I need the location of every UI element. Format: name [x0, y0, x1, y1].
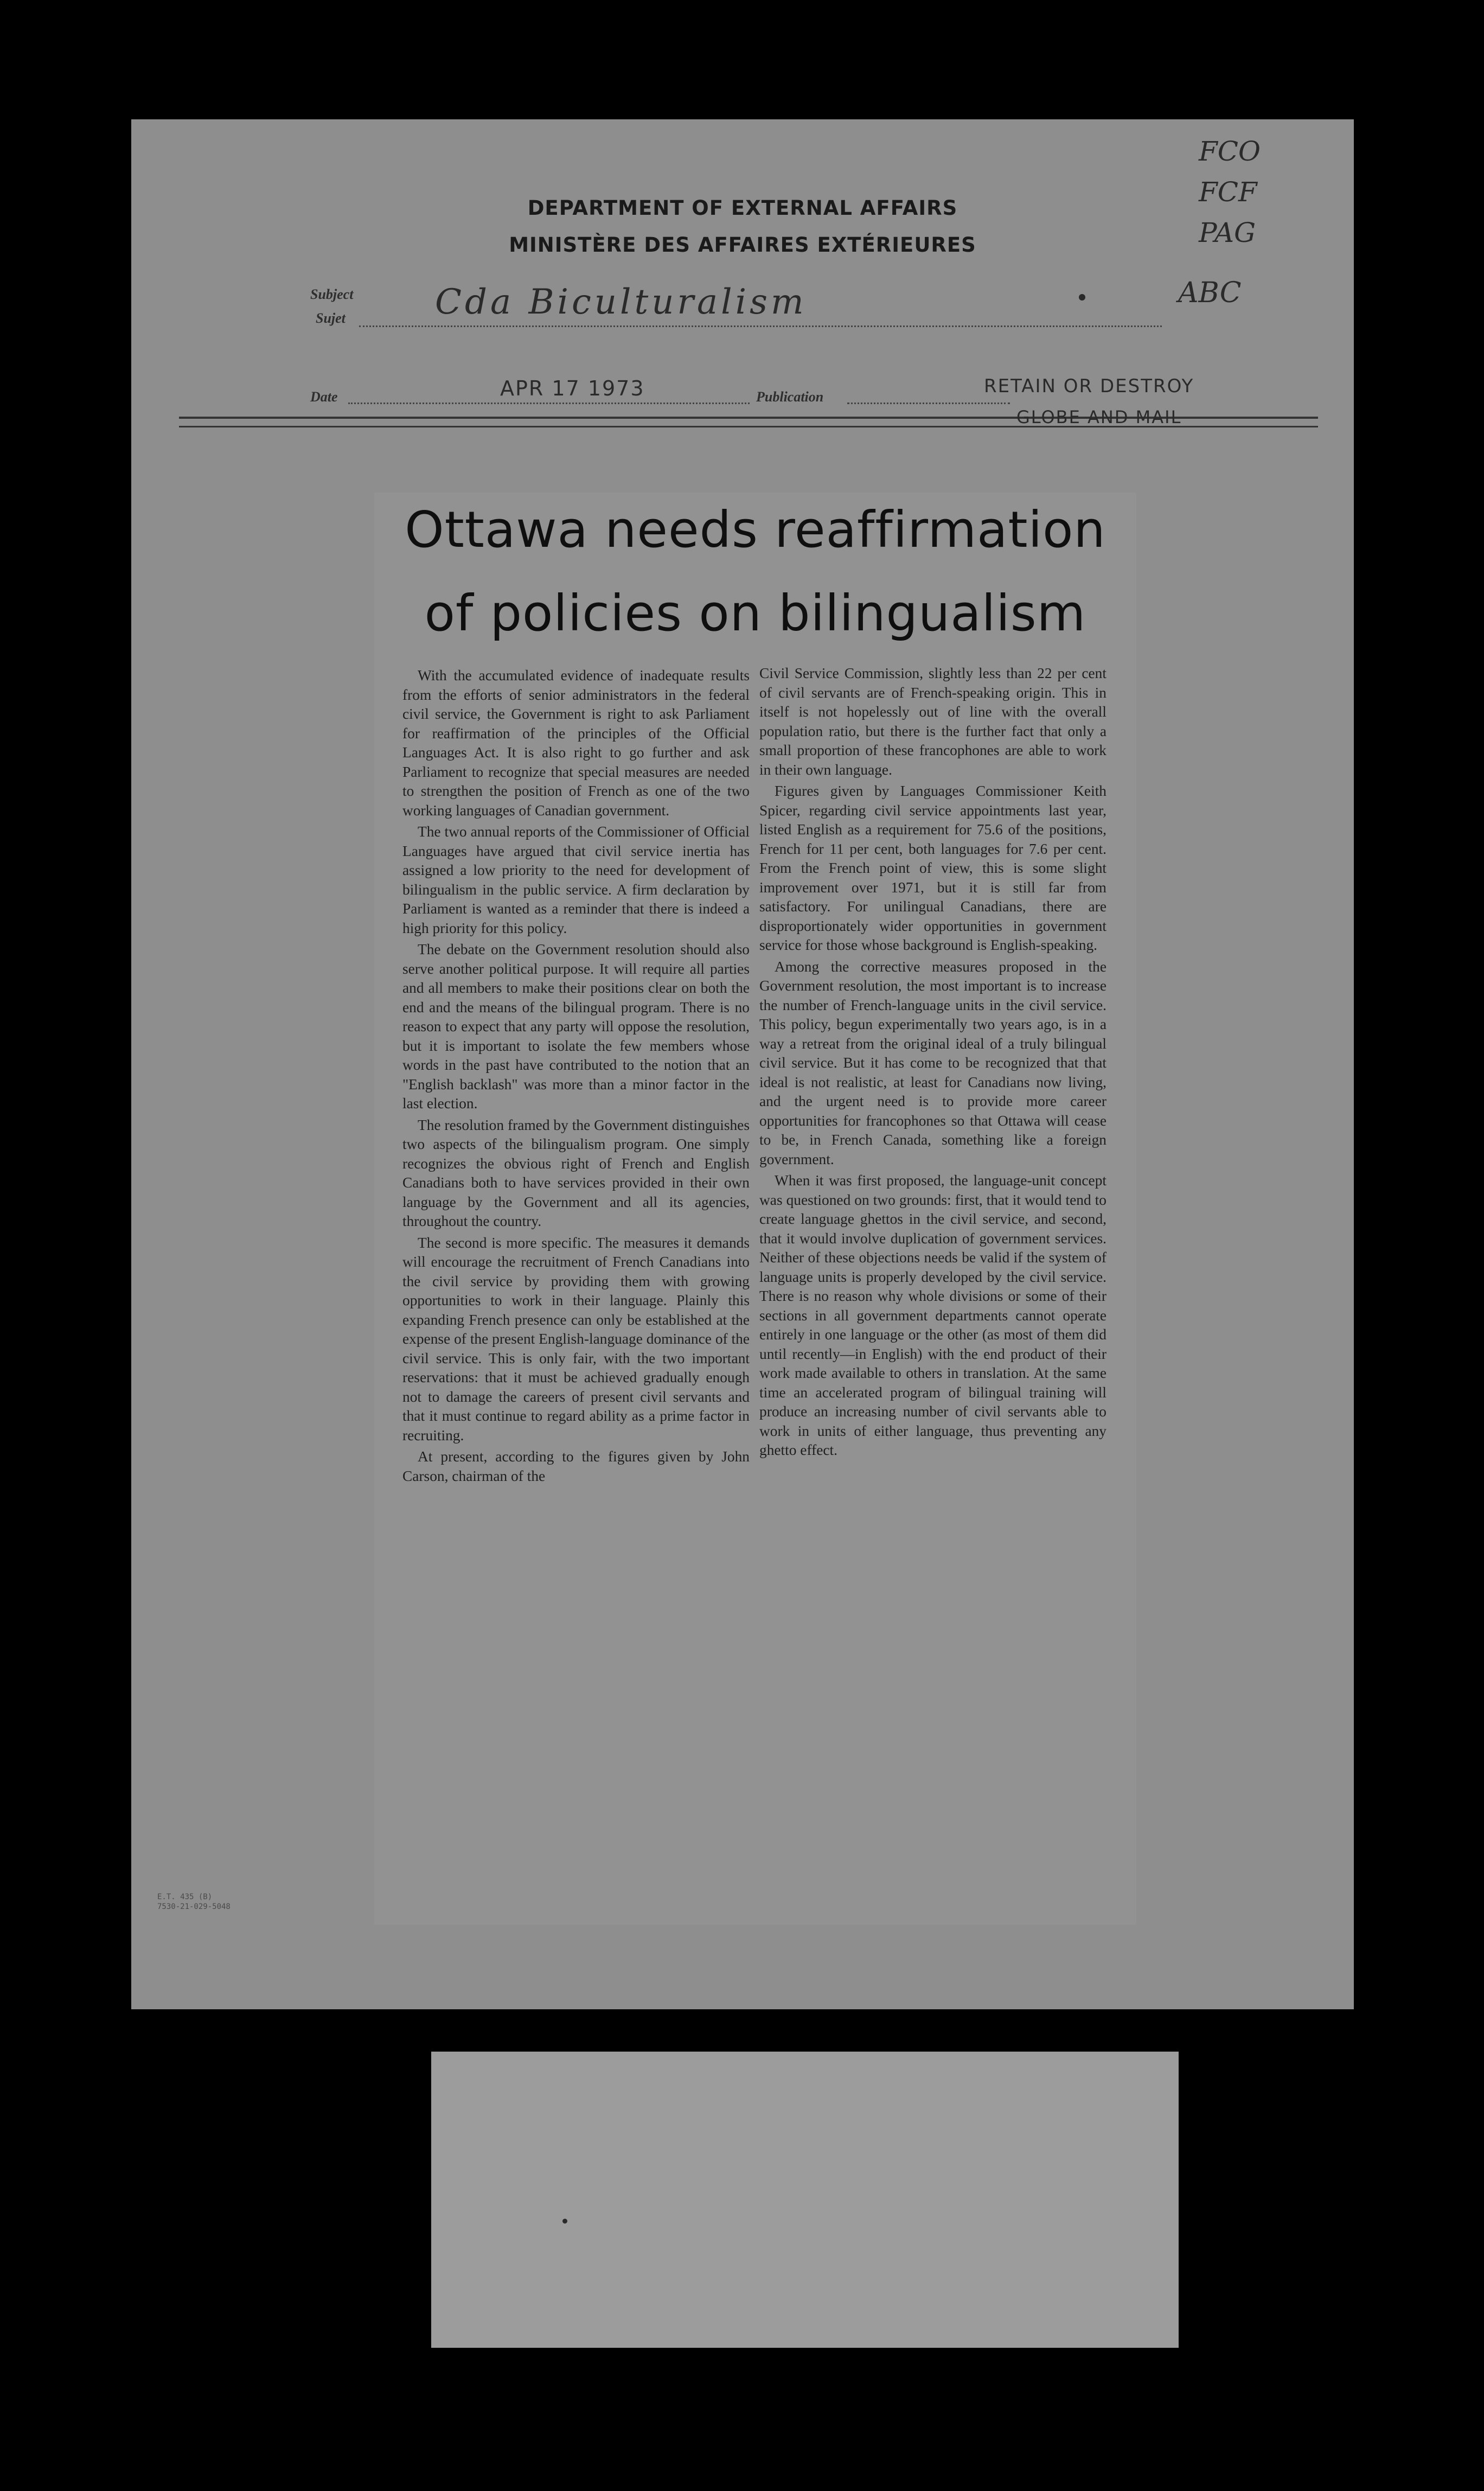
- article-paragraph: The resolution framed by the Government distinguishes two aspects of the bilingualism program. One simply recognizes the obvious right of French and English Canadians both to have services provided in their own language by the Government and all its agencies, throughout the country.: [402, 1116, 750, 1229]
- subject-label-en: Subject: [310, 286, 354, 302]
- article-paragraph: The two annual reports of the Commissioner of Official Languages have argued that civil service inertia has assigned a low priority to the need for development of bilingualism in the public service. A firm declaration by Parliament is wanted as a reminder that there is indeed a high priority for this policy.: [402, 823, 750, 936]
- department-title-fr: MINISTÈRE DES AFFAIRES EXTÉRIEURES: [509, 233, 976, 257]
- publication-label: Publication: [756, 389, 824, 405]
- article-paragraph: The debate on the Government resolution should also serve another political purpose. It will require all parties and all members to make their positions clear on both the end and the means of the bilingual program. There is no reason to expect that any party will oppose the resolution, but it is important to isolate the few members whose words in the past have contributed to the notion that an "English backlash" was more than a minor factor in the last election.: [402, 941, 750, 1112]
- handwritten-mark-1: FCO: [1199, 136, 1261, 167]
- article-paragraph: Civil Service Commission, slightly less than 22 per cent of civil servants are of French-speaking origin. This in itself is not hopelessly out of line with the overall population ratio, but there is the further fact that only a small proportion of these francophones are able to work in their own language.: [759, 665, 1106, 778]
- form-code-line-1: E.T. 435 (B): [157, 1893, 213, 1901]
- article-paragraph: When it was first proposed, the language-unit concept was questioned on two grounds: first, that it would tend to create language ghettos in the civil service, and second, that it would involve duplication of government services. Neither of these objections needs be valid if the system of language units is properly developed by the civil service. There is no reason why whole divisions or some of their sections in all government departments cannot operate entirely in one language or the other (as most of them did until recently—in English) with the end product of their work made available to others in translation. At the same time an accelerated program of bilingual training will produce an increasing number of civil servants able to work in units of either language, thus preventing any ghetto effect.: [759, 1172, 1106, 1458]
- publication-line: [847, 403, 1010, 404]
- retain-or-destroy-stamp: RETAIN OR DESTROY: [984, 375, 1194, 397]
- card-speck: [562, 2219, 567, 2224]
- article-paragraph: At present, according to the figures given by John Carson, chairman of the: [402, 1448, 750, 1484]
- handwritten-mark-2: FCF: [1199, 176, 1257, 208]
- subject-label-fr: Sujet: [316, 310, 346, 326]
- headline-line-2: of policies on bilingualism: [424, 584, 1086, 642]
- article-column-left: [402, 666, 750, 1914]
- handwritten-mark-3: PAG: [1199, 217, 1256, 248]
- article-paragraph: Figures given by Languages Commissioner Keith Spicer, regarding civil service appointments last year, listed English as a requirement for 75.6 of the positions, French for 11 per cent, both languages for 7.6 per cent. From the French point of view, this is some slight improvement over 1971, but it is still far from satisfactory. For unilingual Canadians, there are disproportionately wider opportunities in government service for those whose background is English-speaking.: [759, 783, 1106, 953]
- ink-dot: [1079, 294, 1085, 301]
- newspaper-clipping: [374, 493, 1136, 1925]
- handwritten-mark-4: ABC: [1178, 277, 1242, 309]
- article-paragraph: The second is more specific. The measures it demands will encourage the recruitment of French Canadians into the civil service by providing them with growing opportunities to work in their language. Plainly this expanding French presence can only be established at the expense of the present English-language dominance of the civil service. This is only fair, with the two important reservations: that it must be achieved gradually enough not to damage the careers of present civil servants and that it must continue to regard ability as a prime factor in recruiting.: [402, 1234, 750, 1443]
- publication-stamp: GLOBE AND MAIL: [1016, 407, 1182, 427]
- clipping-sheet: [131, 119, 1354, 2009]
- date-label: Date: [310, 389, 338, 405]
- subject-handwriting: Cda Biculturalism: [435, 282, 807, 322]
- subject-line: [359, 325, 1162, 327]
- blank-card: [431, 2052, 1179, 2348]
- form-code-line-2: 7530-21-029-5048: [157, 1902, 231, 1911]
- article-column-right: [759, 664, 1106, 1912]
- article-paragraph: With the accumulated evidence of inadequate results from the efforts of senior administrators in the federal civil service, the Government is right to ask Parliament for reaffirmation of the principles of the Official Languages Act. It is also right to go further and ask Parliament to recognize that special measures are needed to strengthen the position of French as one of the two working languages of Canadian government.: [402, 667, 750, 819]
- article-paragraph: Among the corrective measures proposed in the Government resolution, the most important is to increase the number of French-language units in the civil service. This policy, begun experimentally two years ago, is in a way a retreat from the original ideal of a truly bilingual civil service. But it has come to be recognized that that ideal is not realistic, at least for Canadians now living, and the urgent need is to provide more career opportunities for francophones so that Ottawa will cease to be, in French Canada, something like a foreign government.: [759, 958, 1106, 1167]
- department-title-en: DEPARTMENT OF EXTERNAL AFFAIRS: [527, 196, 958, 220]
- date-stamp: APR 17 1973: [500, 376, 645, 400]
- date-line: [348, 403, 750, 404]
- headline-line-1: Ottawa needs reaffirmation: [405, 501, 1106, 559]
- form-code: [157, 1892, 231, 1912]
